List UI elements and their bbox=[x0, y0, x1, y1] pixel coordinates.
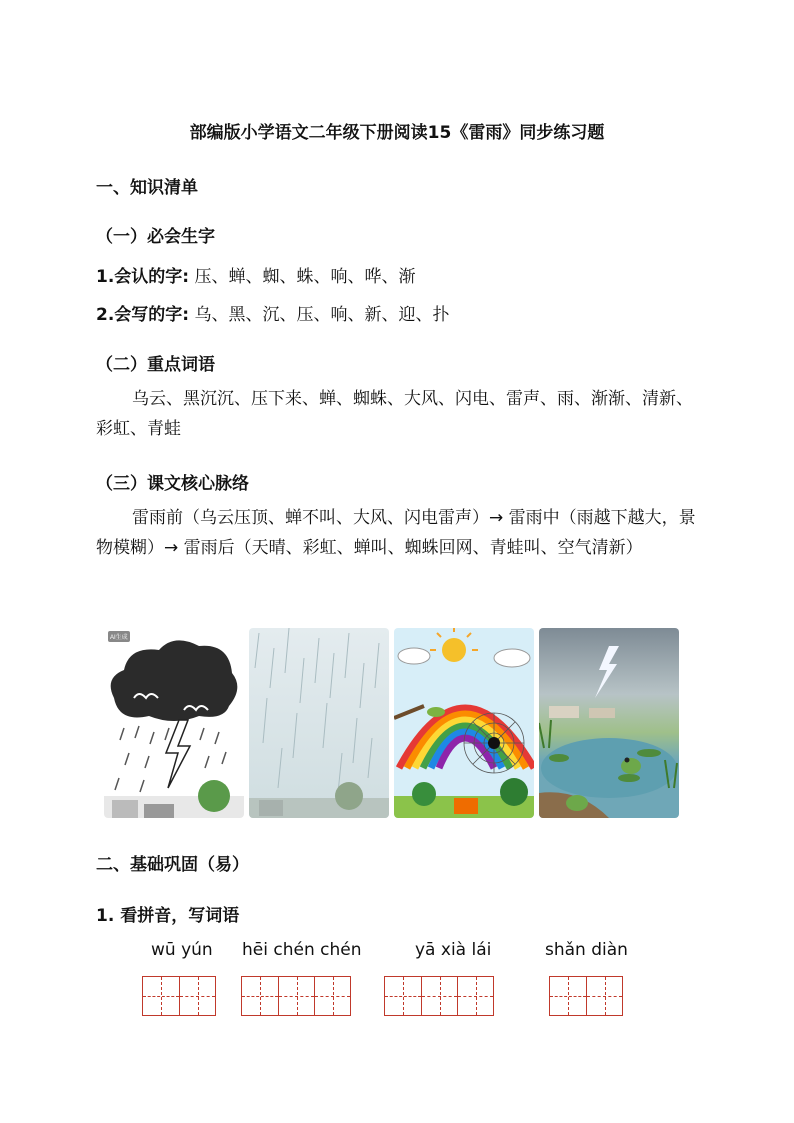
grid-cell[interactable] bbox=[457, 977, 493, 1015]
grid-cell[interactable] bbox=[421, 977, 457, 1015]
recognize-chars: 压、蝉、蜘、蛛、响、哗、渐 bbox=[194, 267, 416, 287]
grid-cell[interactable] bbox=[314, 977, 350, 1015]
section-basics: 二、基础巩固（易） bbox=[96, 855, 249, 875]
subsection-context: （三）课文核心脉络 bbox=[96, 474, 249, 494]
write-line bbox=[96, 300, 450, 325]
grid-cell[interactable] bbox=[179, 977, 215, 1015]
section-knowledge: 一、知识清单 bbox=[96, 178, 198, 198]
pinyin-yaxialai: yā xià lái bbox=[415, 940, 492, 960]
question-1: 1. 看拼音，写词语 bbox=[96, 906, 240, 926]
grid-cell[interactable] bbox=[586, 977, 622, 1015]
pinyin-shandian: shǎn diàn bbox=[545, 940, 628, 960]
storm-after-image bbox=[394, 628, 534, 818]
subsection-words: （二）重点词语 bbox=[96, 355, 215, 375]
frog-pond-image bbox=[539, 628, 679, 818]
write-chars: 乌、黑、沉、压、响、新、迎、扑 bbox=[194, 305, 450, 325]
recognize-label: 1.会认的字: bbox=[96, 267, 190, 287]
write-label: 2.会写的字: bbox=[96, 305, 190, 325]
context-paragraph: 雷雨前（乌云压顶、蝉不叫、大风、闪电雷声）→ 雷雨中（雨越下越大，景物模糊）→ 雷雨后（天晴、彩虹、蝉叫、蜘蛛回网、青蛙叫、空气清新） bbox=[96, 508, 696, 558]
grid-cell[interactable] bbox=[143, 977, 179, 1015]
subsection-chars: （一）必会生字 bbox=[96, 227, 215, 247]
grid-cell[interactable] bbox=[550, 977, 586, 1015]
ai-badge: AI生成 bbox=[108, 631, 130, 642]
key-words-paragraph: 乌云、黑沉沉、压下来、蝉、蜘蛛、大风、闪电、雷声、雨、渐渐、清新、彩虹、青蛙 bbox=[96, 389, 693, 439]
answer-grid-shandian[interactable] bbox=[549, 976, 623, 1016]
answer-grid-yaxialai[interactable] bbox=[384, 976, 494, 1016]
grid-cell[interactable] bbox=[242, 977, 278, 1015]
page-title: 部编版小学语文二年级下册阅读15《雷雨》同步练习题 bbox=[189, 123, 605, 143]
answer-grid-wuyun[interactable] bbox=[142, 976, 216, 1016]
grid-cell[interactable] bbox=[385, 977, 421, 1015]
storm-during-image bbox=[249, 628, 389, 818]
storm-before-image bbox=[104, 628, 244, 818]
pinyin-heichenchen: hēi chén chén bbox=[242, 940, 362, 960]
recognize-line bbox=[96, 262, 416, 287]
grid-cell[interactable] bbox=[278, 977, 314, 1015]
answer-grid-heichenchen[interactable] bbox=[241, 976, 351, 1016]
pinyin-wuyun: wū yún bbox=[151, 940, 213, 960]
